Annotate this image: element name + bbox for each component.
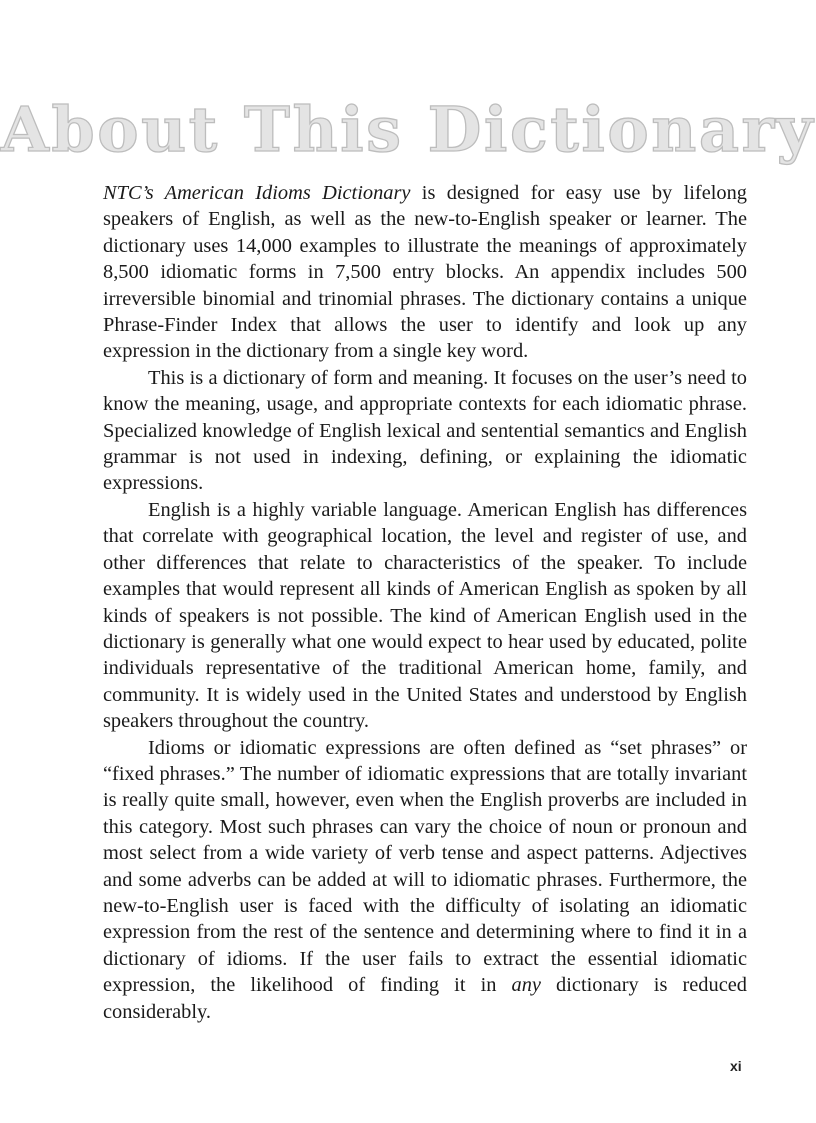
paragraph-2: This is a dictionary of form and meaning. It focuses on the user’s need to know the meaning, usage, and appropriate contexts for each idiomatic phrase. Specialized knowledge of English lexical and sentential semantics and English grammar is not used in indexing, defining, or explaining the idiomatic expressions.	[103, 366, 747, 495]
page-number: xi	[730, 1058, 742, 1074]
paragraph-1-text: is designed for easy use by lifelong speakers of English, as well as the new-to-English speaker or learner. The dictionary uses 14,000 examples to illustrate the meanings of approximately 8,500 idiomatic forms in 7,500 entry blocks. An appendix includes 500 irreversible binomial and trinomial phrases. The dictionary contains a unique Phrase-Finder Index that allows the user to identify and look up any expression in the dictionary from a single key word.	[103, 182, 747, 363]
paragraph-4-text-after: dictionary is reduced considerably.	[103, 974, 747, 1023]
paragraph-3: English is a highly variable language. American English has differences that correlate with geographical location, the level and register of use, and other differences that relate to characteristics of the speaker. To include examples that would represent all kinds of American English as spoken by all kinds of speakers is not possible. The kind of American English used in the dictionary is generally what one would expect to hear used by educated, polite individuals representative of the traditional American home, family, and community. It is widely used in the United States and understood by English speakers throughout the country.	[103, 498, 747, 733]
paragraph-1	[103, 180, 747, 365]
emphasis-word: any	[511, 974, 541, 997]
paragraph-4	[103, 735, 747, 1025]
body-text	[103, 180, 747, 1025]
page-title: About This Dictionary	[0, 93, 816, 166]
book-title: NTC’s American Idioms Dictionary	[103, 182, 411, 204]
paragraph-4-text-before: Idioms or idiomatic expressions are often defined as “set phrases” or “fixed phrases.” The number of idiomatic expressions that are totally invariant is really quite small, however, even when the English proverbs are included in this category. Most such phrases can vary the choice of noun or pronoun and most select from a wide variety of verb tense and aspect patterns. Adjectives and some adverbs can be added at will to idiomatic phrases. Furthermore, the new-to-English user is faced with the difficulty of isolating an idiomatic expression from the rest of the sentence and determining where to find it in a dictionary of idioms. If the user fails to extract the essential idiomatic expression, the likelihood of finding it in	[103, 736, 747, 997]
